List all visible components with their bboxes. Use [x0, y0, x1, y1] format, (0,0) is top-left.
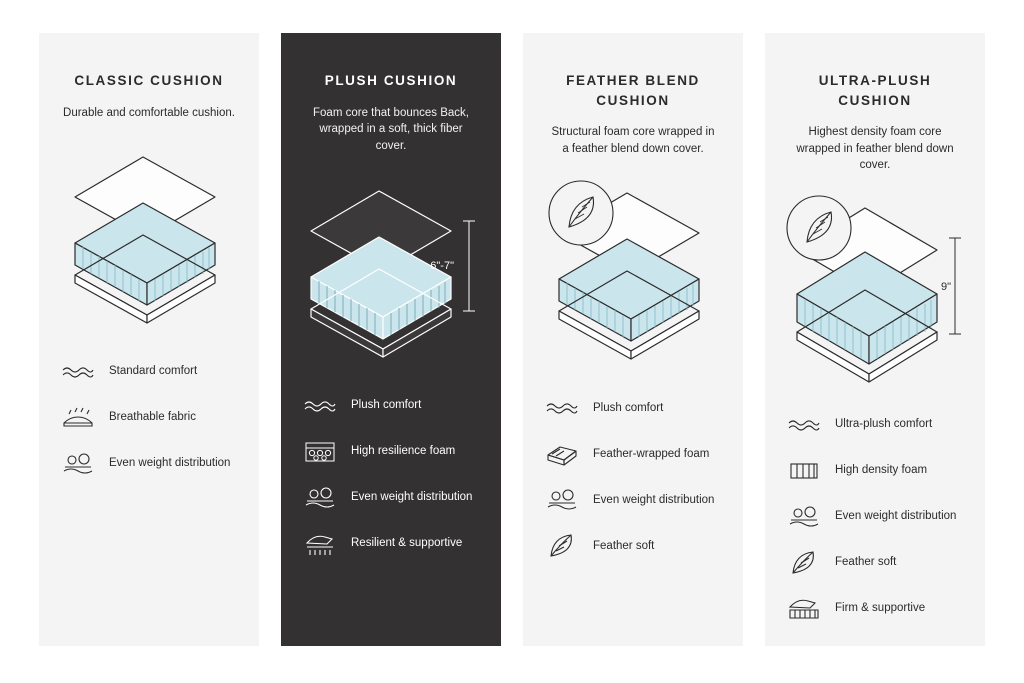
feature-label: Even weight distribution [593, 493, 715, 506]
cushion-layers-diagram [541, 171, 725, 381]
feature-label: High density foam [835, 464, 928, 477]
leaf-badge-icon [787, 196, 851, 260]
card-description: Structural foam core wrapped in a feather blend down cover. [551, 126, 715, 155]
weight-distribution-icon [785, 502, 823, 532]
card-feather-blend-cushion[interactable] [523, 33, 743, 646]
card-description: Durable and comfortable cushion. [63, 106, 235, 119]
feature-label: Resilient & supportive [351, 536, 463, 549]
feature-list [57, 357, 241, 479]
feature-label: Even weight distribution [835, 510, 957, 523]
feature-label: Feather soft [593, 539, 655, 552]
feature-label: Feather-wrapped foam [593, 447, 710, 460]
feature-item [543, 531, 723, 561]
feature-item [301, 391, 481, 421]
weight-distribution-icon [543, 485, 581, 515]
card-plush-cushion[interactable] [281, 33, 501, 646]
feature-item [543, 393, 723, 423]
feature-item [301, 437, 481, 467]
cushion-layers-diagram [299, 169, 483, 379]
breathable-fabric-icon [59, 403, 97, 433]
cushion-layers-diagram [57, 135, 241, 345]
feature-item [301, 483, 481, 513]
resilient-support-icon [301, 529, 339, 559]
feature-item [785, 456, 965, 486]
feature-label: Even weight distribution [351, 490, 473, 503]
wave-lines-icon [543, 393, 581, 423]
feature-label: Standard comfort [109, 365, 198, 378]
feature-label: Firm & supportive [835, 602, 926, 615]
feature-label: Ultra-plush comfort [835, 418, 933, 431]
feature-item [59, 357, 239, 387]
feature-item [301, 529, 481, 559]
card-description: Highest density foam core wrapped in feather blend down cover. [796, 126, 954, 172]
feature-item [785, 548, 965, 578]
leaf-badge-icon [549, 181, 613, 245]
feature-label: Plush comfort [351, 398, 422, 411]
card-description: Foam core that bounces Back, wrapped in a soft, thick fiber cover. [313, 106, 469, 152]
feather-icon [785, 548, 823, 578]
weight-distribution-icon [301, 483, 339, 513]
feature-label: Feather soft [835, 556, 897, 569]
card-classic-cushion[interactable] [39, 33, 259, 646]
feature-list [541, 393, 725, 561]
feature-item [785, 594, 965, 624]
cushion-layers-diagram [783, 188, 967, 398]
card-ultra-plush-cushion[interactable] [765, 33, 985, 646]
weight-distribution-icon [59, 449, 97, 479]
feature-label: Breathable fabric [109, 411, 196, 424]
wave-lines-icon [59, 357, 97, 387]
feature-label: Even weight distribution [109, 457, 231, 470]
feather-wrapped-foam-icon [543, 439, 581, 469]
resilience-foam-icon [301, 437, 339, 467]
feather-icon [543, 531, 581, 561]
feature-item [543, 485, 723, 515]
feature-item [785, 410, 965, 440]
dimension-label: 9" [940, 281, 952, 294]
card-title: CLASSIC CUSHION [74, 73, 224, 88]
feature-item [59, 449, 239, 479]
card-title: ULTRA-PLUSH CUSHION [818, 73, 932, 108]
card-title: FEATHER BLEND CUSHION [566, 73, 700, 108]
feature-item [785, 502, 965, 532]
feature-item [543, 439, 723, 469]
feature-list [299, 391, 483, 559]
feature-item [59, 403, 239, 433]
feature-label: High resilience foam [351, 444, 456, 457]
dimension-label: 6"-7" [430, 259, 454, 272]
feature-list [783, 410, 967, 624]
high-density-foam-icon [785, 456, 823, 486]
feature-label: Plush comfort [593, 401, 664, 414]
firm-support-icon [785, 594, 823, 624]
card-title: PLUSH CUSHION [324, 73, 458, 88]
wave-lines-icon [301, 391, 339, 421]
wave-lines-icon [785, 410, 823, 440]
